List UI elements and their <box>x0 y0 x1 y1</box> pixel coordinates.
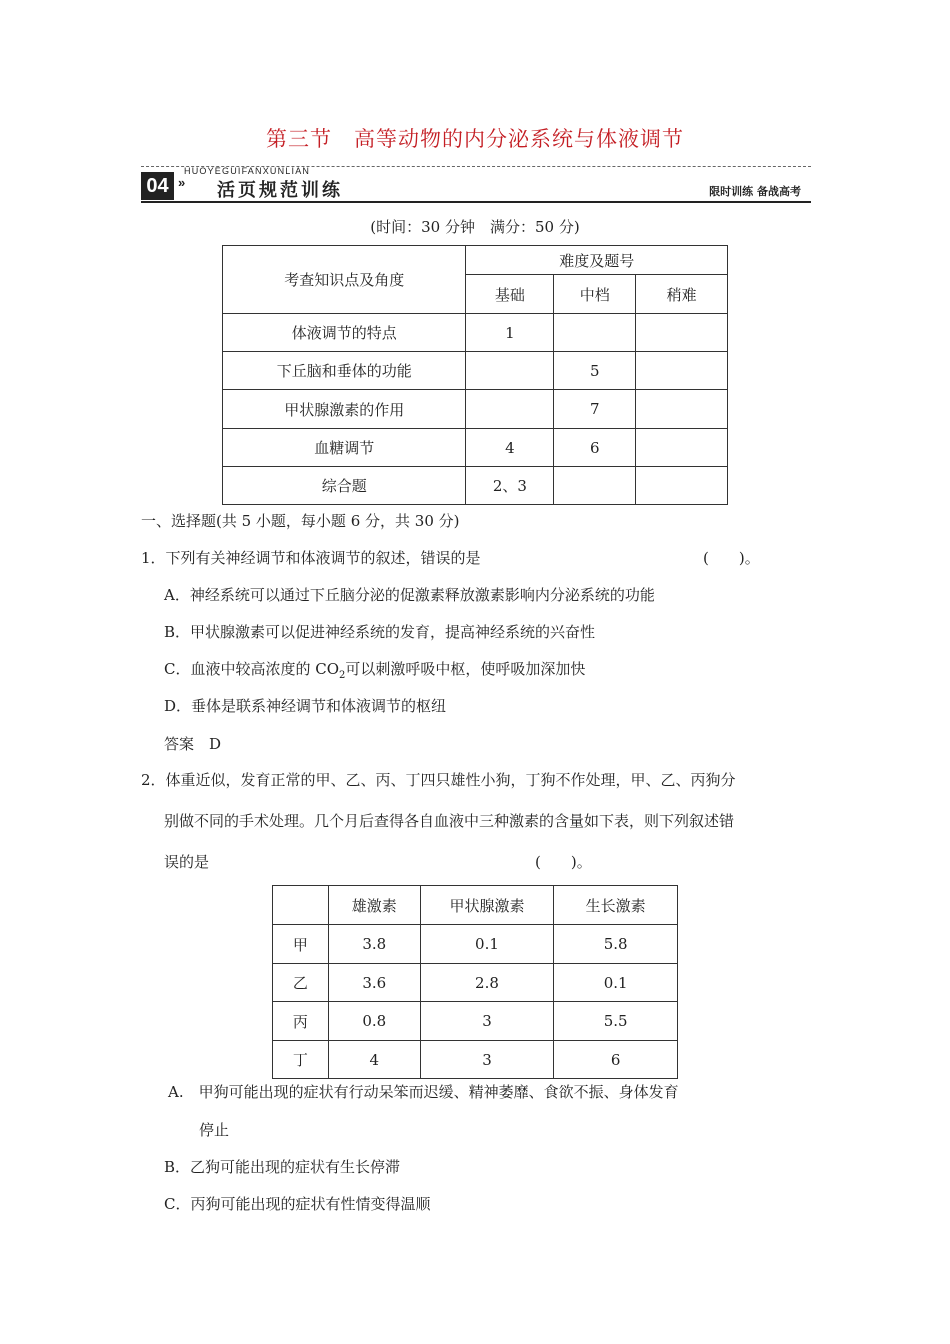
basic-cell <box>466 390 554 429</box>
dog-cell: 甲 <box>273 925 329 964</box>
question-1-paren: ( )。 <box>703 549 760 567</box>
chevron-icon: » <box>178 175 186 190</box>
hard-cell <box>636 352 728 390</box>
topic-cell: 体液调节的特点 <box>223 314 466 352</box>
hard-cell <box>636 314 728 352</box>
table-header-row <box>273 886 678 925</box>
hormone-table <box>272 885 678 1079</box>
table-row <box>223 390 728 429</box>
table-row <box>273 925 678 964</box>
header-cell: 甲状腺激素 <box>420 886 554 925</box>
topic-cell: 综合题 <box>223 467 466 505</box>
q2-option-c: C．丙狗可能出现的症状有性情变得温顺 <box>164 1195 431 1213</box>
value-cell: 5.8 <box>554 925 678 964</box>
value-cell: 4 <box>328 1041 420 1079</box>
dog-cell: 丙 <box>273 1002 329 1041</box>
header-difficulty: 难度及题号 <box>466 246 728 275</box>
table-row <box>273 1041 678 1079</box>
value-cell: 3 <box>420 1002 554 1041</box>
value-cell: 6 <box>554 1041 678 1079</box>
banner-pinyin: HUOYEGUIFANXUNLIAN <box>184 166 311 176</box>
table-row <box>273 1002 678 1041</box>
question-1-stem: 1．下列有关神经调节和体液调节的叙述，错误的是 <box>141 549 481 567</box>
basic-cell: 1 <box>466 314 554 352</box>
header-cell <box>273 886 329 925</box>
q1-option-c <box>164 658 585 681</box>
time-score-line: (时间：30 分钟 满分：50 分) <box>370 218 580 236</box>
value-cell: 0.1 <box>554 964 678 1002</box>
dog-cell: 丁 <box>273 1041 329 1079</box>
value-cell: 5.5 <box>554 1002 678 1041</box>
hard-cell <box>636 467 728 505</box>
question-2-paren: ( )。 <box>535 853 592 871</box>
knowledge-table <box>222 245 728 505</box>
level-hard: 稍难 <box>636 275 728 314</box>
header-cell: 生长激素 <box>554 886 678 925</box>
value-cell: 3 <box>420 1041 554 1079</box>
level-basic: 基础 <box>466 275 554 314</box>
dog-cell: 乙 <box>273 964 329 1002</box>
q2-option-b: B．乙狗可能出现的症状有生长停滞 <box>164 1158 401 1176</box>
q1-option-d: D．垂体是联系神经调节和体液调节的枢纽 <box>164 697 447 715</box>
question-2-line-2: 别做不同的手术处理。几个月后查得各自血液中三种激素的含量如下表，则下列叙述错 <box>164 812 735 830</box>
section-banner <box>141 166 811 204</box>
subscript: 2 <box>339 670 346 681</box>
question-2-line-3: 误的是 <box>164 853 210 871</box>
value-cell: 3.6 <box>328 964 420 1002</box>
medium-cell: 5 <box>554 352 636 390</box>
page-title: 第三节 高等动物的内分泌系统与体液调节 <box>266 127 684 151</box>
hard-cell <box>636 390 728 429</box>
q1-option-b: B．甲状腺激素可以促进神经系统的发育，提高神经系统的兴奋性 <box>164 623 596 641</box>
table-row <box>223 429 728 467</box>
header-cell: 雄激素 <box>328 886 420 925</box>
medium-cell <box>554 467 636 505</box>
table-row <box>273 964 678 1002</box>
q1-option-c-text-rest: 可以刺激呼吸中枢，使呼吸加深加快 <box>345 660 586 678</box>
topic-cell: 血糖调节 <box>223 429 466 467</box>
question-2-line-1: 2．体重近似，发育正常的甲、乙、丙、丁四只雄性小狗，丁狗不作处理，甲、乙、丙狗分 <box>141 771 736 789</box>
banner-number-badge: 04 <box>141 172 174 200</box>
level-medium: 中档 <box>554 275 636 314</box>
value-cell: 0.1 <box>420 925 554 964</box>
value-cell: 3.8 <box>328 925 420 964</box>
q1-option-c-text: C．血液中较高浓度的 CO <box>164 660 340 678</box>
q2-option-a-cont: 停止 <box>199 1121 230 1139</box>
section-heading: 一、选择题(共 5 小题，每小题 6 分，共 30 分) <box>141 512 460 530</box>
q1-option-a: A．神经系统可以通过下丘脑分泌的促激素释放激素影响内分泌系统的功能 <box>164 586 655 604</box>
banner-title: 活页规范训练 <box>217 180 343 201</box>
value-cell: 2.8 <box>420 964 554 1002</box>
table-row <box>223 467 728 505</box>
banner-rule <box>141 201 811 203</box>
banner-slogan: 限时训练 备战高考 <box>709 185 801 198</box>
basic-cell <box>466 352 554 390</box>
hard-cell <box>636 429 728 467</box>
table-row <box>223 314 728 352</box>
value-cell: 0.8 <box>328 1002 420 1041</box>
topic-cell: 下丘脑和垂体的功能 <box>223 352 466 390</box>
basic-cell: 4 <box>466 429 554 467</box>
topic-cell: 甲状腺激素的作用 <box>223 390 466 429</box>
basic-cell: 2、3 <box>466 467 554 505</box>
medium-cell <box>554 314 636 352</box>
table-row <box>223 352 728 390</box>
medium-cell: 6 <box>554 429 636 467</box>
header-topic: 考查知识点及角度 <box>223 246 466 314</box>
q1-answer: 答案 D <box>164 735 222 753</box>
medium-cell: 7 <box>554 390 636 429</box>
q2-option-a: A. 甲狗可能出现的症状有行动呆笨而迟缓、精神萎靡、食欲不振、身体发育 <box>168 1083 679 1101</box>
